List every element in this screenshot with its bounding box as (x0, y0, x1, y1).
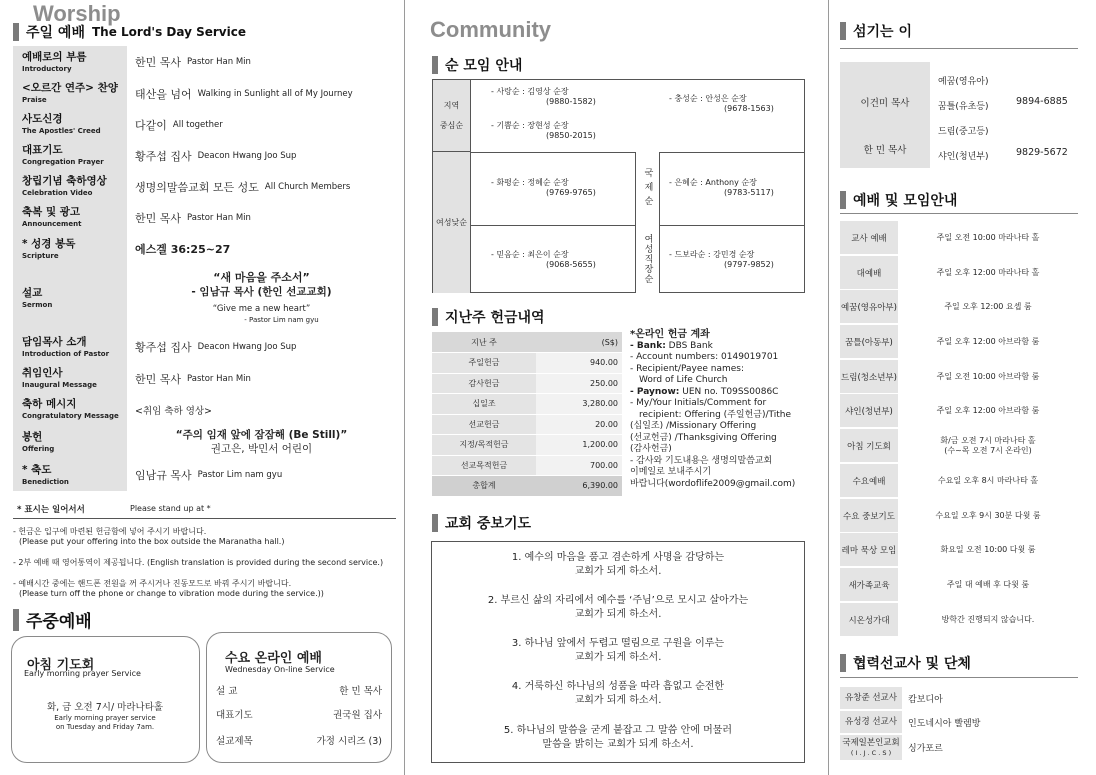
table-row (432, 394, 622, 415)
column-divider (828, 0, 829, 775)
item-name: 축복 및 광고 (22, 206, 81, 218)
meeting-name: 샤인(청년부) (840, 394, 898, 427)
meeting-name: 예꿈(영유아부) (840, 290, 898, 323)
comment-line: recipient: Offering (주일헌금)/Tithe (639, 409, 791, 420)
minister-name: 한 민 목사 (863, 145, 907, 156)
item-name-en: Announcement (22, 220, 82, 228)
item-value-en: Deacon Hwang Joo Sup (197, 150, 297, 161)
meeting-time: 주일 오후 12:00 요셉 룸 (944, 301, 1032, 311)
online-value: 권국원 집사 (333, 710, 382, 721)
comment-line: (감사헌금) (630, 444, 672, 454)
meeting-row (840, 533, 1078, 566)
minister-phone: 9829-5672 (1016, 147, 1068, 158)
row-value: 250.00 (536, 373, 622, 394)
minister-roles (938, 70, 989, 170)
offering-heading (432, 307, 545, 327)
heading-text: 지난주 헌금내역 (445, 310, 545, 326)
service-row (13, 109, 396, 140)
item-name-en: Sermon (22, 300, 53, 309)
women-work-label (636, 225, 660, 293)
prayer-line: 2. 부르신 삶의 자리에서 예수를 ‘주님’으로 모시고 살아가는 (487, 595, 749, 606)
cell-phone: (9783-5117) (724, 188, 774, 197)
minister-name: 이건미 목사 (860, 98, 910, 109)
meeting-time: 주일 오전 10:00 아브라함 룸 (936, 371, 1040, 381)
cell-entry: - 기쁨순 : 장현성 순장 (9850-2015) (491, 121, 596, 140)
ministers-heading (840, 21, 912, 41)
divider (840, 213, 1078, 214)
online-service-box (206, 632, 392, 763)
mission-place: 캄보디아 (908, 694, 943, 705)
item-name: 대표기도 (22, 144, 63, 156)
row-name: 주일헌금 (432, 353, 536, 374)
row-value: 1,200.00 (536, 435, 622, 456)
prayer-item (432, 551, 804, 578)
morning-prayer-box (11, 636, 200, 763)
cell-name: 화평순 : 정혜순 순장 (496, 178, 569, 187)
cell-heading (432, 55, 522, 75)
morning-prayer-note: Early morning prayer service (54, 714, 156, 722)
cell-phone: (9769-9765) (546, 188, 596, 197)
meeting-time (898, 429, 1078, 462)
heading-bar (840, 654, 846, 672)
comment-line: 이메일로 보내주시기 (630, 467, 712, 477)
heading-text: 주중예배 (26, 612, 92, 632)
item-value: 황주섭 집사 (135, 149, 192, 163)
paynow-label: - Paynow: (630, 386, 680, 397)
cell-phone: (9797-9852) (724, 260, 774, 269)
women-work-text: 여성직장순 (642, 234, 653, 284)
item-value-en: All Church Members (264, 181, 351, 192)
bank-value: DBS Bank (665, 340, 713, 351)
heading-bar (432, 308, 438, 326)
cell-entry: - 충성순 : 안성은 순장 (9678-1563) (669, 94, 774, 113)
item-name-en: Congratulatory Message (22, 412, 119, 420)
sermon-preacher-en: - Pastor Lim nam gyu (244, 316, 319, 324)
meeting-row (840, 429, 1078, 462)
minister-names (840, 62, 930, 168)
cell-name: 기쁨순 : 장현성 순장 (496, 121, 569, 130)
item-value: 한민 목사 (135, 56, 182, 69)
cell-name: 드보라순 : 강민경 순장 (674, 250, 755, 259)
heading-text: 협력선교사 및 단체 (853, 656, 971, 672)
item-value: 황주섭 집사 (135, 341, 192, 354)
meeting-time-line: (수~목 오전 7시 온라인) (944, 445, 1032, 455)
cell-entry: - 사랑순 : 김영상 순장 (9880-1582) (491, 87, 596, 106)
meeting-row (840, 603, 1078, 636)
column-header: (S$) (536, 332, 622, 353)
cell-phone: (9678-1563) (724, 104, 774, 113)
prayer-item (432, 594, 804, 621)
intl-label (636, 152, 660, 225)
account-line: - Account numbers: 0149019701 (630, 352, 779, 362)
column-header: 지난 주 (432, 332, 536, 353)
row-name: 선교헌금 (432, 414, 536, 435)
women-label: 여성낮순 (433, 152, 471, 293)
item-name: 취임인사 (22, 367, 63, 379)
item-name-en: Introduction of Pastor (22, 349, 110, 358)
item-value-en: Pastor Han Min (187, 57, 251, 67)
prayer-line: 교회가 되게 하소서. (574, 608, 662, 620)
service-row (13, 331, 396, 363)
side-labels (635, 152, 660, 293)
prayer-item (432, 680, 804, 707)
cell-name: 사랑순 : 김영상 순장 (496, 87, 569, 96)
prayer-item (432, 637, 804, 664)
item-value: 한민 목사 (135, 211, 182, 225)
meeting-time: 주일 오후 12:00 아브라함 룸 (936, 336, 1040, 346)
morning-prayer-note: on Tuesday and Friday 7am. (55, 723, 155, 731)
divider (840, 48, 1078, 49)
mission-name: 유성경 선교사 (840, 711, 902, 733)
missions-heading (840, 653, 971, 673)
meeting-name: 아침 기도회 (840, 429, 898, 462)
item-value-en: All together (172, 119, 223, 130)
table-row (432, 414, 622, 435)
item-name-en: Scripture (22, 251, 59, 260)
meeting-row (840, 464, 1078, 497)
divider (13, 518, 396, 519)
meeting-name: 레마 묵상 모임 (840, 533, 898, 566)
comment-line: - 감사와 기도내용은 생명의말씀교회 (630, 455, 773, 466)
divider (840, 677, 1078, 678)
item-name: 축하 메시지 (22, 398, 77, 410)
row-value: 700.00 (536, 455, 622, 476)
item-name-en: Inaugural Message (22, 381, 97, 389)
item-name: 창립기념 축하영상 (22, 175, 107, 187)
meetings-heading (840, 190, 957, 210)
meeting-time: 수요일 오후 8시 마라나타 홀 (937, 475, 1039, 485)
prayer-line: 1. 예수의 마음을 품고 겸손하게 사명을 감당하는 (511, 552, 725, 563)
prayer-line: 교회가 되게 하소서. (574, 694, 662, 706)
meeting-name: 새가족교육 (840, 568, 898, 601)
offering-table (432, 332, 622, 497)
bank-label: - Bank: (630, 340, 666, 351)
online-row (216, 707, 382, 721)
row-name: 총합계 (432, 476, 536, 497)
heading-text: 순 모임 안내 (445, 58, 523, 74)
heading-en: The Lord's Day Service (91, 25, 246, 39)
row-name: 지정/목적헌금 (432, 435, 536, 456)
note-item (13, 527, 284, 547)
mission-name (840, 735, 902, 760)
service-row (13, 233, 396, 265)
minister-role: 샤인(청년부) (938, 152, 989, 162)
region-label-1: 지역 (443, 100, 460, 110)
item-value: 에스겔 36:25~27 (135, 243, 231, 256)
item-value: 다같이 (135, 118, 167, 132)
prayer-heading (432, 513, 531, 533)
table-row (432, 455, 622, 476)
meeting-name: 시온성가대 (840, 603, 898, 636)
meeting-time: 주일 오후 12:00 아브라함 룸 (936, 405, 1040, 415)
online-giving-title: *온라인 헌금 계좌 (630, 329, 710, 340)
heading-bar (13, 609, 19, 631)
cell-entry: - 믿음순 : 최은이 순장 (9068-5655) (491, 250, 596, 269)
note-item (13, 579, 324, 599)
note-ko: - 예배시간 중에는 핸드폰 전원을 꺼 주시거나 진동모드로 바꿔 주시기 바랍니다. (13, 579, 292, 588)
row-name: 십일조 (432, 394, 536, 415)
morning-prayer-title: 아침 기도회 (27, 658, 95, 673)
meeting-time: 방학간 진행되지 않습니다. (941, 614, 1035, 624)
table-row (432, 373, 622, 394)
row-value: 6,390.00 (536, 476, 622, 497)
prayer-line: 4. 거룩하신 하나님의 성품을 따라 흠없고 순전한 (511, 681, 725, 692)
cell-entry: - 드보라순 : 강민경 순장 (9797-9852) (669, 250, 774, 269)
item-value-en: Pastor Han Min (187, 373, 251, 384)
sunday-service-heading (13, 22, 246, 42)
offering-row (13, 425, 396, 459)
service-row (13, 46, 396, 78)
item-name-en: The Apostles' Creed (22, 127, 101, 135)
mission-row (840, 687, 1078, 709)
item-name: 담임목사 소개 (22, 335, 87, 348)
minister-role: 꿈틀(유초등) (938, 102, 989, 112)
payee-line: - Recipient/Payee names: (630, 363, 745, 374)
cell-name: 충성순 : 안성은 순장 (674, 94, 747, 103)
minister-role: 드림(중고등) (938, 127, 989, 137)
note-ko: - 2부 예배 때 영어통역이 제공됩니다. (English translation is provided during the second service.) (13, 558, 384, 567)
item-value-en: Walking in Sunlight all of My Journey (197, 88, 353, 99)
online-key: 대표기도 (216, 710, 253, 721)
item-value: 임남규 목사 (135, 469, 192, 482)
heading-bar (840, 191, 846, 209)
item-name: * 성경 봉독 (22, 237, 76, 250)
heading-text: 섬기는 이 (853, 24, 912, 40)
meeting-row (840, 394, 1078, 427)
cell-entry: - 은혜순 : Anthony 순장 (9783-5117) (669, 178, 774, 197)
item-name-en: Offering (22, 444, 55, 453)
item-name-en: Celebration Video (22, 189, 93, 197)
online-service-title: 수요 온라인 예배 (225, 651, 322, 666)
item-value-en: Deacon Hwang Joo Sup (197, 342, 297, 352)
meeting-row (840, 325, 1078, 358)
bank-line (630, 341, 825, 353)
mission-name-line: 국제일본인교회 (842, 737, 900, 748)
online-value: 가정 시리즈 (3) (316, 736, 382, 747)
meeting-row (840, 221, 1078, 254)
note-item (13, 558, 383, 568)
meeting-row (840, 290, 1078, 323)
row-value: 940.00 (536, 353, 622, 374)
item-value: 생명의말씀교회 모든 성도 (135, 180, 259, 194)
meeting-time: 주일 오전 10:00 마라나타 홀 (936, 232, 1040, 242)
heading-bar (13, 23, 19, 41)
item-value: 한민 목사 (135, 372, 182, 386)
row-name: 선교목적헌금 (432, 455, 536, 476)
meeting-row (840, 256, 1078, 289)
comment-line: (십일조) /Missionary Offering (630, 421, 757, 431)
sermon-row (13, 265, 396, 331)
morning-prayer-time: 화, 금 오전 7시/ 마라나타홀 (46, 702, 164, 713)
row-value: 20.00 (536, 414, 622, 435)
cell-entry: - 화평순 : 정혜순 순장 (9769-9765) (491, 178, 596, 197)
item-value: 태산을 넘어 (135, 87, 192, 101)
table-row (432, 353, 622, 374)
online-giving (630, 329, 825, 490)
paynow-line (630, 387, 825, 399)
online-row (216, 733, 382, 747)
intl-text: 국제순 (642, 167, 653, 210)
item-name: * 축도 (22, 463, 52, 476)
table-header (432, 332, 622, 353)
item-name: 예배로의 부름 (22, 50, 87, 63)
service-row (13, 202, 396, 233)
heading-text: 교회 중보기도 (445, 516, 532, 532)
prayer-line: 교회가 되게 하소서. (574, 565, 662, 577)
cell-name: 믿음순 : 최은이 순장 (496, 250, 569, 259)
prayer-line: 교회가 되게 하소서. (574, 651, 662, 663)
item-name-en: Congregation Prayer (22, 158, 104, 166)
note-en: (Please turn off the phone or change to vibration mode during the service.)) (19, 589, 324, 598)
cell-phone: (9850-2015) (546, 131, 596, 140)
service-row (13, 363, 396, 394)
meeting-name: 대예배 (840, 256, 898, 289)
region-label-2: 중심순 (439, 120, 464, 130)
service-row (13, 140, 396, 171)
cell-phone: (9880-1582) (546, 97, 596, 106)
item-value: <취임 축하 영상> (135, 405, 213, 417)
meeting-name: 꿈틀(아동부) (840, 325, 898, 358)
heading-bar (840, 22, 846, 40)
weekday-service-heading (13, 607, 92, 632)
meeting-time-line: 화/금 오전 7시 마라나타 홀 (940, 435, 1036, 445)
online-service-sub: Wednesday On-line Service (225, 665, 335, 674)
stand-note-en: Please stand up at * (130, 504, 211, 513)
cell-name: 은혜순 : Anthony 순장 (674, 178, 757, 187)
meeting-row (840, 568, 1078, 601)
prayer-item (432, 724, 804, 751)
comment-line: (선교헌금) /Thanksgiving Offering (630, 432, 777, 443)
item-name-en: Benediction (22, 477, 69, 486)
meeting-time: 주일 대 예배 후 다윗 룸 (946, 579, 1030, 589)
prayer-line: 말씀을 밝히는 교회가 되게 하소서. (542, 738, 694, 750)
row-value: 3,280.00 (536, 394, 622, 415)
meeting-time: 주일 오후 12:00 마라나타 홀 (936, 267, 1040, 277)
column-divider (404, 0, 405, 775)
row-name: 감사헌금 (432, 373, 536, 394)
meeting-name: 수요 중보기도 (840, 499, 898, 532)
item-value-en: Pastor Lim nam gyu (197, 470, 283, 480)
table-total-row (432, 476, 622, 497)
service-row (13, 78, 396, 109)
online-value: 한 민 목사 (339, 686, 382, 697)
item-name: 봉헌 (22, 430, 43, 443)
meeting-time: 수요일 오후 9시 30분 다윗 룸 (935, 510, 1041, 520)
prayer-line: 5. 하나님의 말씀을 굳게 붙잡고 그 말씀 안에 머물러 (503, 725, 733, 736)
heading-ko: 주일 예배 (26, 25, 85, 41)
mission-row (840, 735, 1078, 760)
online-key: 설 교 (216, 686, 238, 697)
offering-song: “주의 임재 앞에 잠잠해 (Be Still)” (175, 429, 348, 441)
paynow-value: UEN no. T09SS0086C (679, 386, 779, 397)
prayer-line: 3. 하나님 앞에서 두렵고 떨림으로 구원을 이루는 (511, 638, 725, 649)
item-name: <오르간 연주> 찬양 (22, 82, 118, 94)
note-ko: - 헌금은 입구에 마련된 헌금함에 넣어 주시기 바랍니다. (13, 527, 207, 536)
meeting-row (840, 360, 1078, 393)
cell-phone: (9068-5655) (546, 260, 596, 269)
offering-singers: 권고은, 박민서 어린이 (210, 443, 313, 455)
online-row (216, 683, 382, 697)
online-key: 설교제목 (216, 736, 253, 747)
mission-name-line: ( I . J . C . S ) (850, 748, 892, 757)
item-name: 사도신경 (22, 113, 63, 125)
table-row (432, 435, 622, 456)
meeting-row (840, 499, 1078, 532)
mission-row (840, 711, 1078, 733)
stand-note-ko: * 표시는 일어서서 (17, 505, 85, 515)
meeting-time: 화요일 오전 10:00 다윗 룸 (940, 544, 1036, 554)
sermon-title-en: “Give me a new heart” (212, 304, 311, 314)
item-value-en: Pastor Han Min (187, 212, 251, 223)
cell-table (432, 79, 805, 293)
morning-prayer-sub: Early morning prayer Service (24, 669, 141, 678)
item-name: 설교 (22, 286, 43, 299)
payee-name: Word of Life Church (639, 375, 728, 385)
mission-place: 싱가포르 (908, 744, 943, 754)
comment-line: - My/Your Initials/Comment for (630, 398, 767, 408)
service-row (13, 394, 396, 425)
heading-bar (432, 514, 438, 532)
meeting-name: 교사 예배 (840, 221, 898, 254)
item-name-en: Introductory (22, 64, 72, 73)
community-title: Community (430, 17, 551, 42)
minister-phone: 9894-6885 (1016, 96, 1068, 107)
minister-role: 예꿈(영유아) (938, 77, 989, 87)
meeting-name: 드림(청소년부) (840, 360, 898, 393)
worship-title: Worship (33, 1, 121, 26)
heading-bar (432, 56, 438, 74)
order-of-service (13, 46, 396, 491)
email-line: 바랍니다(wordoflife2009@gmail.com) (630, 478, 796, 489)
mission-place: 인도네시아 빨렘방 (908, 718, 981, 729)
service-row (13, 171, 396, 202)
sermon-preacher: - 임남규 목사 (한인 선교교회) (191, 286, 332, 298)
region-label (433, 80, 471, 152)
mission-name: 유창준 선교사 (840, 687, 902, 709)
heading-text: 예배 및 모임안내 (853, 193, 958, 209)
item-name-en: Praise (22, 96, 47, 104)
meeting-name: 수요예배 (840, 464, 898, 497)
prayer-box (431, 541, 805, 763)
service-row (13, 459, 396, 491)
note-en: (Please put your offering into the box outside the Maranatha hall.) (19, 537, 285, 546)
sermon-title: “새 마음을 주소서” (213, 271, 310, 284)
